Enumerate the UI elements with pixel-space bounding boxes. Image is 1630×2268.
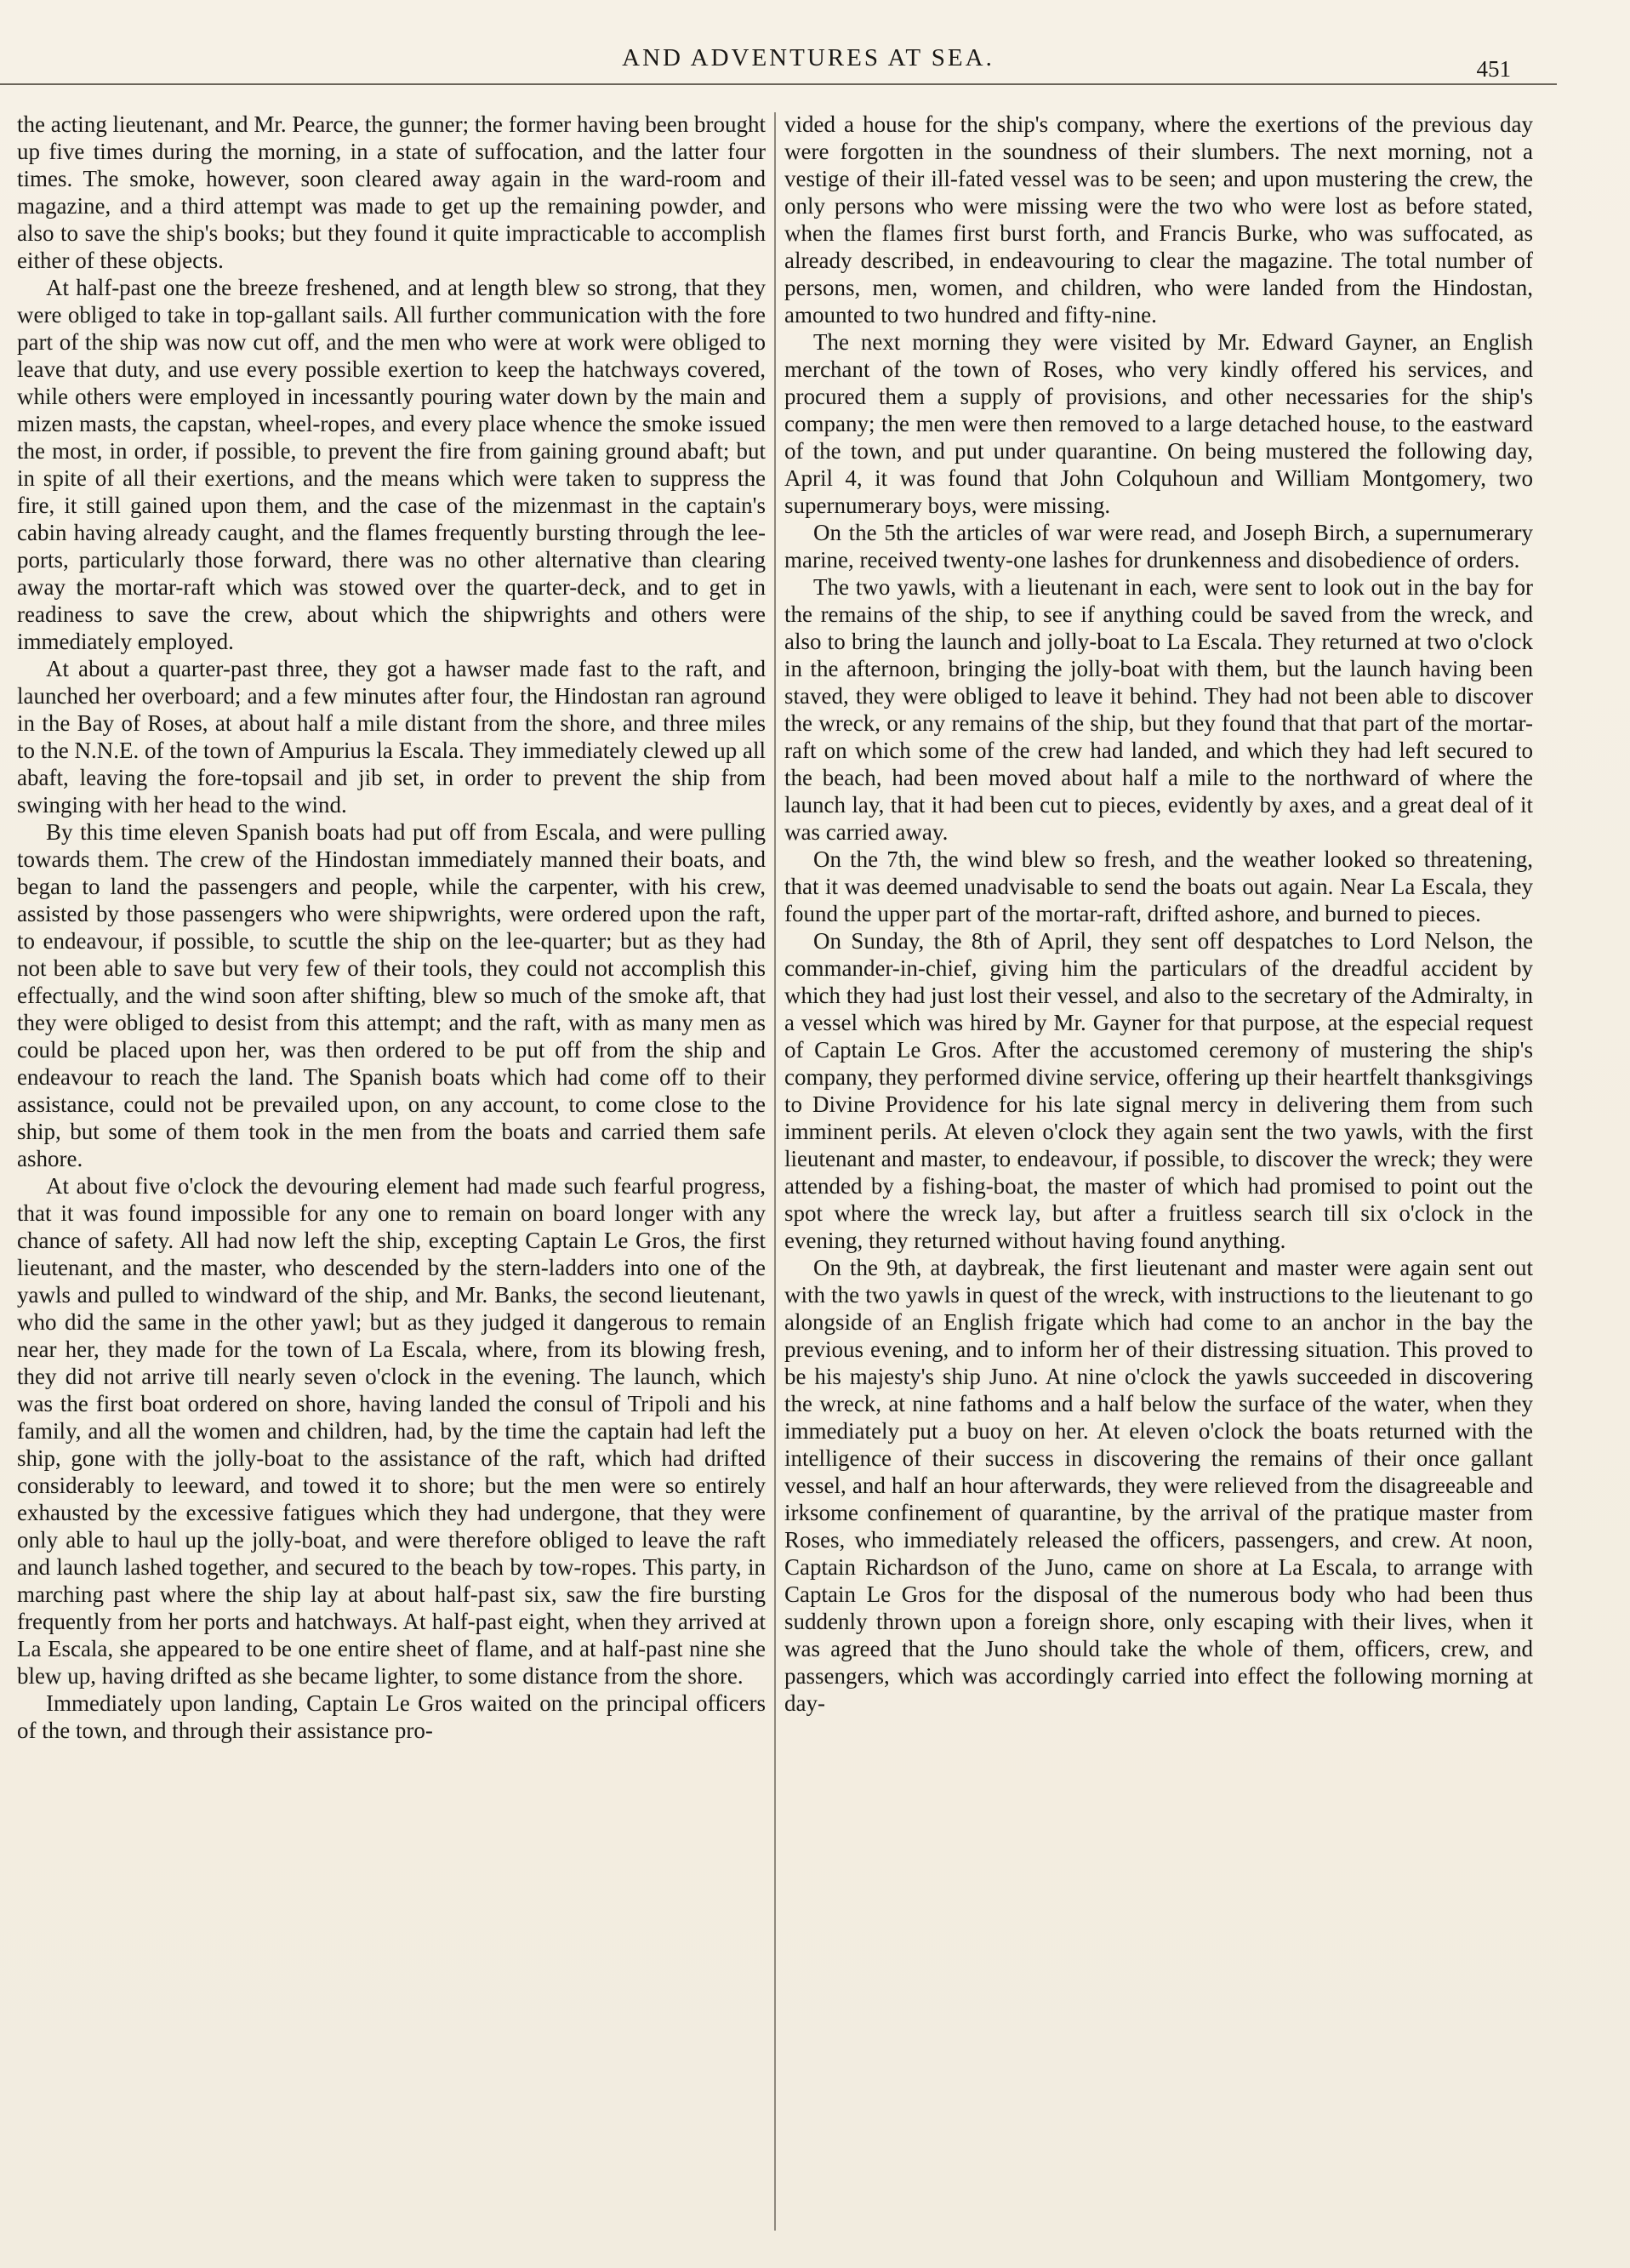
paragraph: On Sunday, the 8th of April, they sent off despatches to Lord Nelson, the commander-in-chief, giving him the particulars of the dreadful accident by which they had just lost their vessel, and also to the secretary of the Admiralty, in a vessel which was hired by Mr. Gayner for that purpose, at the especial request of Captain Le Gros. After the accustomed ceremony of mustering the ship's company, they performed divine service, offering up their heartfelt thanksgivings to Divine Providence for his late signal mercy in delivering them from such imminent perils. At eleven o'clock they again sent the two yawls, with the first lieutenant and master, to endeavour, if possible, to discover the wreck; they were attended by a fishing-boat, the master of which had promised to point out the spot where the wreck lay, but after a fruitless search till six o'clock in the evening, they returned without having found anything. — [784, 928, 1533, 1253]
header-rule — [0, 83, 1557, 85]
paragraph: the acting lieutenant, and Mr. Pearce, the gunner; the former having been brought up five times during the morning, in a state of suffocation, and the latter four times. The smoke, however, soon cleared away again in the ward-room and magazine, and a third attempt was made to get up the remaining powder, and also to save the ship's books; but they found it quite impracticable to accomplish either of these objects. — [17, 111, 766, 273]
paragraph: By this time eleven Spanish boats had put off from Escala, and were pulling towards them. The crew of the Hindostan immediately manned their boats, and began to land the passengers and people, while the carpenter, with his crew, assisted by those passengers who were shipwrights, were ordered upon the raft, to endeavour, if possible, to scuttle the ship on the lee-quarter; but as they had not been able to save but very few of their tools, they could not accomplish this effectually, and the wind soon after shifting, blew so much of the smoke aft, that they were obliged to desist from this attempt; and the raft, with as many men as could be placed upon her, was then ordered to be put off from the ship and endeavour to reach the land. The Spanish boats which had come off to their assistance, could not be prevailed upon, on any account, to come close to the ship, but some of them took in the men from the boats and carried them safe ashore. — [17, 819, 766, 1171]
paragraph: vided a house for the ship's company, where the exertions of the previous day were forgotten in the soundness of their slumbers. The next morning, not a vestige of their ill-fated vessel was to be seen; and upon mustering the crew, the only persons who were missing were the two who were lost as before stated, when the flames first burst forth, and Francis Burke, who was suffocated, as already described, in endeavouring to clear the magazine. The total number of persons, men, women, and children, who were landed from the Hindostan, amounted to two hundred and fifty-nine. — [784, 111, 1533, 328]
running-title: AND ADVENTURES AT SEA. — [622, 44, 995, 71]
paragraph: On the 5th the articles of war were read, and Joseph Birch, a supernumerary marine, received twenty-one lashes for drunkenness and disobedience of orders. — [784, 520, 1533, 573]
paragraph: Immediately upon landing, Captain Le Gros waited on the principal officers of the town, and through their assistance pro- — [17, 1690, 766, 1743]
paragraph: At half-past one the breeze freshened, and at length blew so strong, that they were obliged to take in top-gallant sails. All further communication with the fore part of the ship was now cut off, and the men who were at work were obliged to leave that duty, and use every possible exertion to keep the hatchways covered, while others were employed in incessantly pouring water down by the main and mizen masts, the capstan, wheel-ropes, and every place whence the smoke issued the most, in order, if possible, to prevent the fire from gaining ground abaft; but in spite of all their exertions, and the means which were taken to suppress the fire, it still gained upon them, and the case of the mizenmast in the captain's cabin having already caught, and the flames frequently bursting through the lee-ports, particularly those forward, there was no other alternative than clearing away the mortar-raft which was stowed over the quarter-deck, and to get in readiness to save the crew, about which the shipwrights and others were immediately employed. — [17, 275, 766, 654]
page-number: 451 — [1476, 56, 1511, 82]
left-column — [17, 111, 766, 2237]
paragraph: At about five o'clock the devouring element had made such fearful progress, that it was found impossible for any one to remain on board longer with any chance of safety. All had now left the ship, excepting Captain Le Gros, the first lieutenant, and the master, who descended by the stern-ladders into one of the yawls and pulled to windward of the ship, and Mr. Banks, the second lieutenant, who did the same in the other yawl; but as they judged it dangerous to remain near her, they made for the town of La Escala, where, from its blowing fresh, they did not arrive till nearly seven o'clock in the evening. The launch, which was the first boat ordered on shore, having landed the consul of Tripoli and his family, and all the women and children, had, by the time the captain had left the ship, gone with the jolly-boat to the assistance of the raft, which had drifted considerably to leeward, and towed it to shore; but the men were so entirely exhausted by the excessive fatigues which they had undergone, that they were only able to haul up the jolly-boat, and were therefore obliged to leave the raft and launch lashed together, and secured to the beach by tow-ropes. This party, in marching past where the ship lay at about half-past six, saw the fire bursting frequently from her ports and hatchways. At half-past eight, when they arrived at La Escala, she appeared to be one entire sheet of flame, and at half-past nine she blew up, having drifted as she became lighter, to some distance from the shore. — [17, 1173, 766, 1689]
paragraph: The next morning they were visited by Mr. Edward Gayner, an English merchant of the town of Roses, who very kindly offered his services, and procured them a supply of provisions, and other necessaries for the ship's company; the men were then removed to a large detached house, to the eastward of the town, and put under quarantine. On being mustered the following day, April 4, it was found that John Colquhoun and William Montgomery, two supernumerary boys, were missing. — [784, 329, 1533, 518]
paragraph: At about a quarter-past three, they got a hawser made fast to the raft, and launched her overboard; and a few minutes after four, the Hindostan ran aground in the Bay of Roses, at about half a mile distant from the shore, and three miles to the N.N.E. of the town of Ampurius la Escala. They immediately clewed up all abaft, leaving the fore-topsail and jib set, in order to prevent the ship from swinging with her head to the wind. — [17, 656, 766, 818]
right-column — [784, 111, 1533, 2237]
column-divider — [774, 112, 776, 2231]
paragraph: On the 7th, the wind blew so fresh, and the weather looked so threatening, that it was deemed unadvisable to send the boats out again. Near La Escala, they found the upper part of the mortar-raft, drifted ashore, and burned to pieces. — [784, 846, 1533, 926]
paragraph: On the 9th, at daybreak, the first lieutenant and master were again sent out with the two yawls in quest of the wreck, with instructions to the lieutenant to go alongside of an English frigate which had come to an anchor in the bay the previous evening, and to inform her of their distressing situation. This proved to be his majesty's ship Juno. At nine o'clock the yawls succeeded in discovering the wreck, at nine fathoms and a half below the surface of the water, when they immediately put a buoy on her. At eleven o'clock the boats returned with the intelligence of their success in discovering the remains of their once gallant vessel, and half an hour afterwards, they were relieved from the disagreeable and irksome confinement of quarantine, by the arrival of the pratique master from Roses, who immediately released the officers, passengers, and crew. At noon, Captain Richardson of the Juno, came on shore at La Escala, to arrange with Captain Le Gros for the disposal of the numerous body who had been thus suddenly thrown upon a foreign shore, only escaping with their lives, when it was agreed that the Juno should take the whole of them, officers, crew, and passengers, which was accordingly carried into effect the following morning at day- — [784, 1255, 1533, 1716]
paragraph: The two yawls, with a lieutenant in each, were sent to look out in the bay for the remains of the ship, to see if anything could be saved from the wreck, and also to bring the launch and jolly-boat to La Escala. They returned at two o'clock in the afternoon, bringing the jolly-boat with them, but the launch having been staved, they were obliged to leave it behind. They had not been able to discover the wreck, or any remains of the ship, but they found that that part of the mortar-raft on which some of the crew had landed, and which they had left secured to the beach, had been moved about half a mile to the northward of where the launch lay, that it had been cut to pieces, evidently by axes, and a great deal of it was carried away. — [784, 574, 1533, 845]
